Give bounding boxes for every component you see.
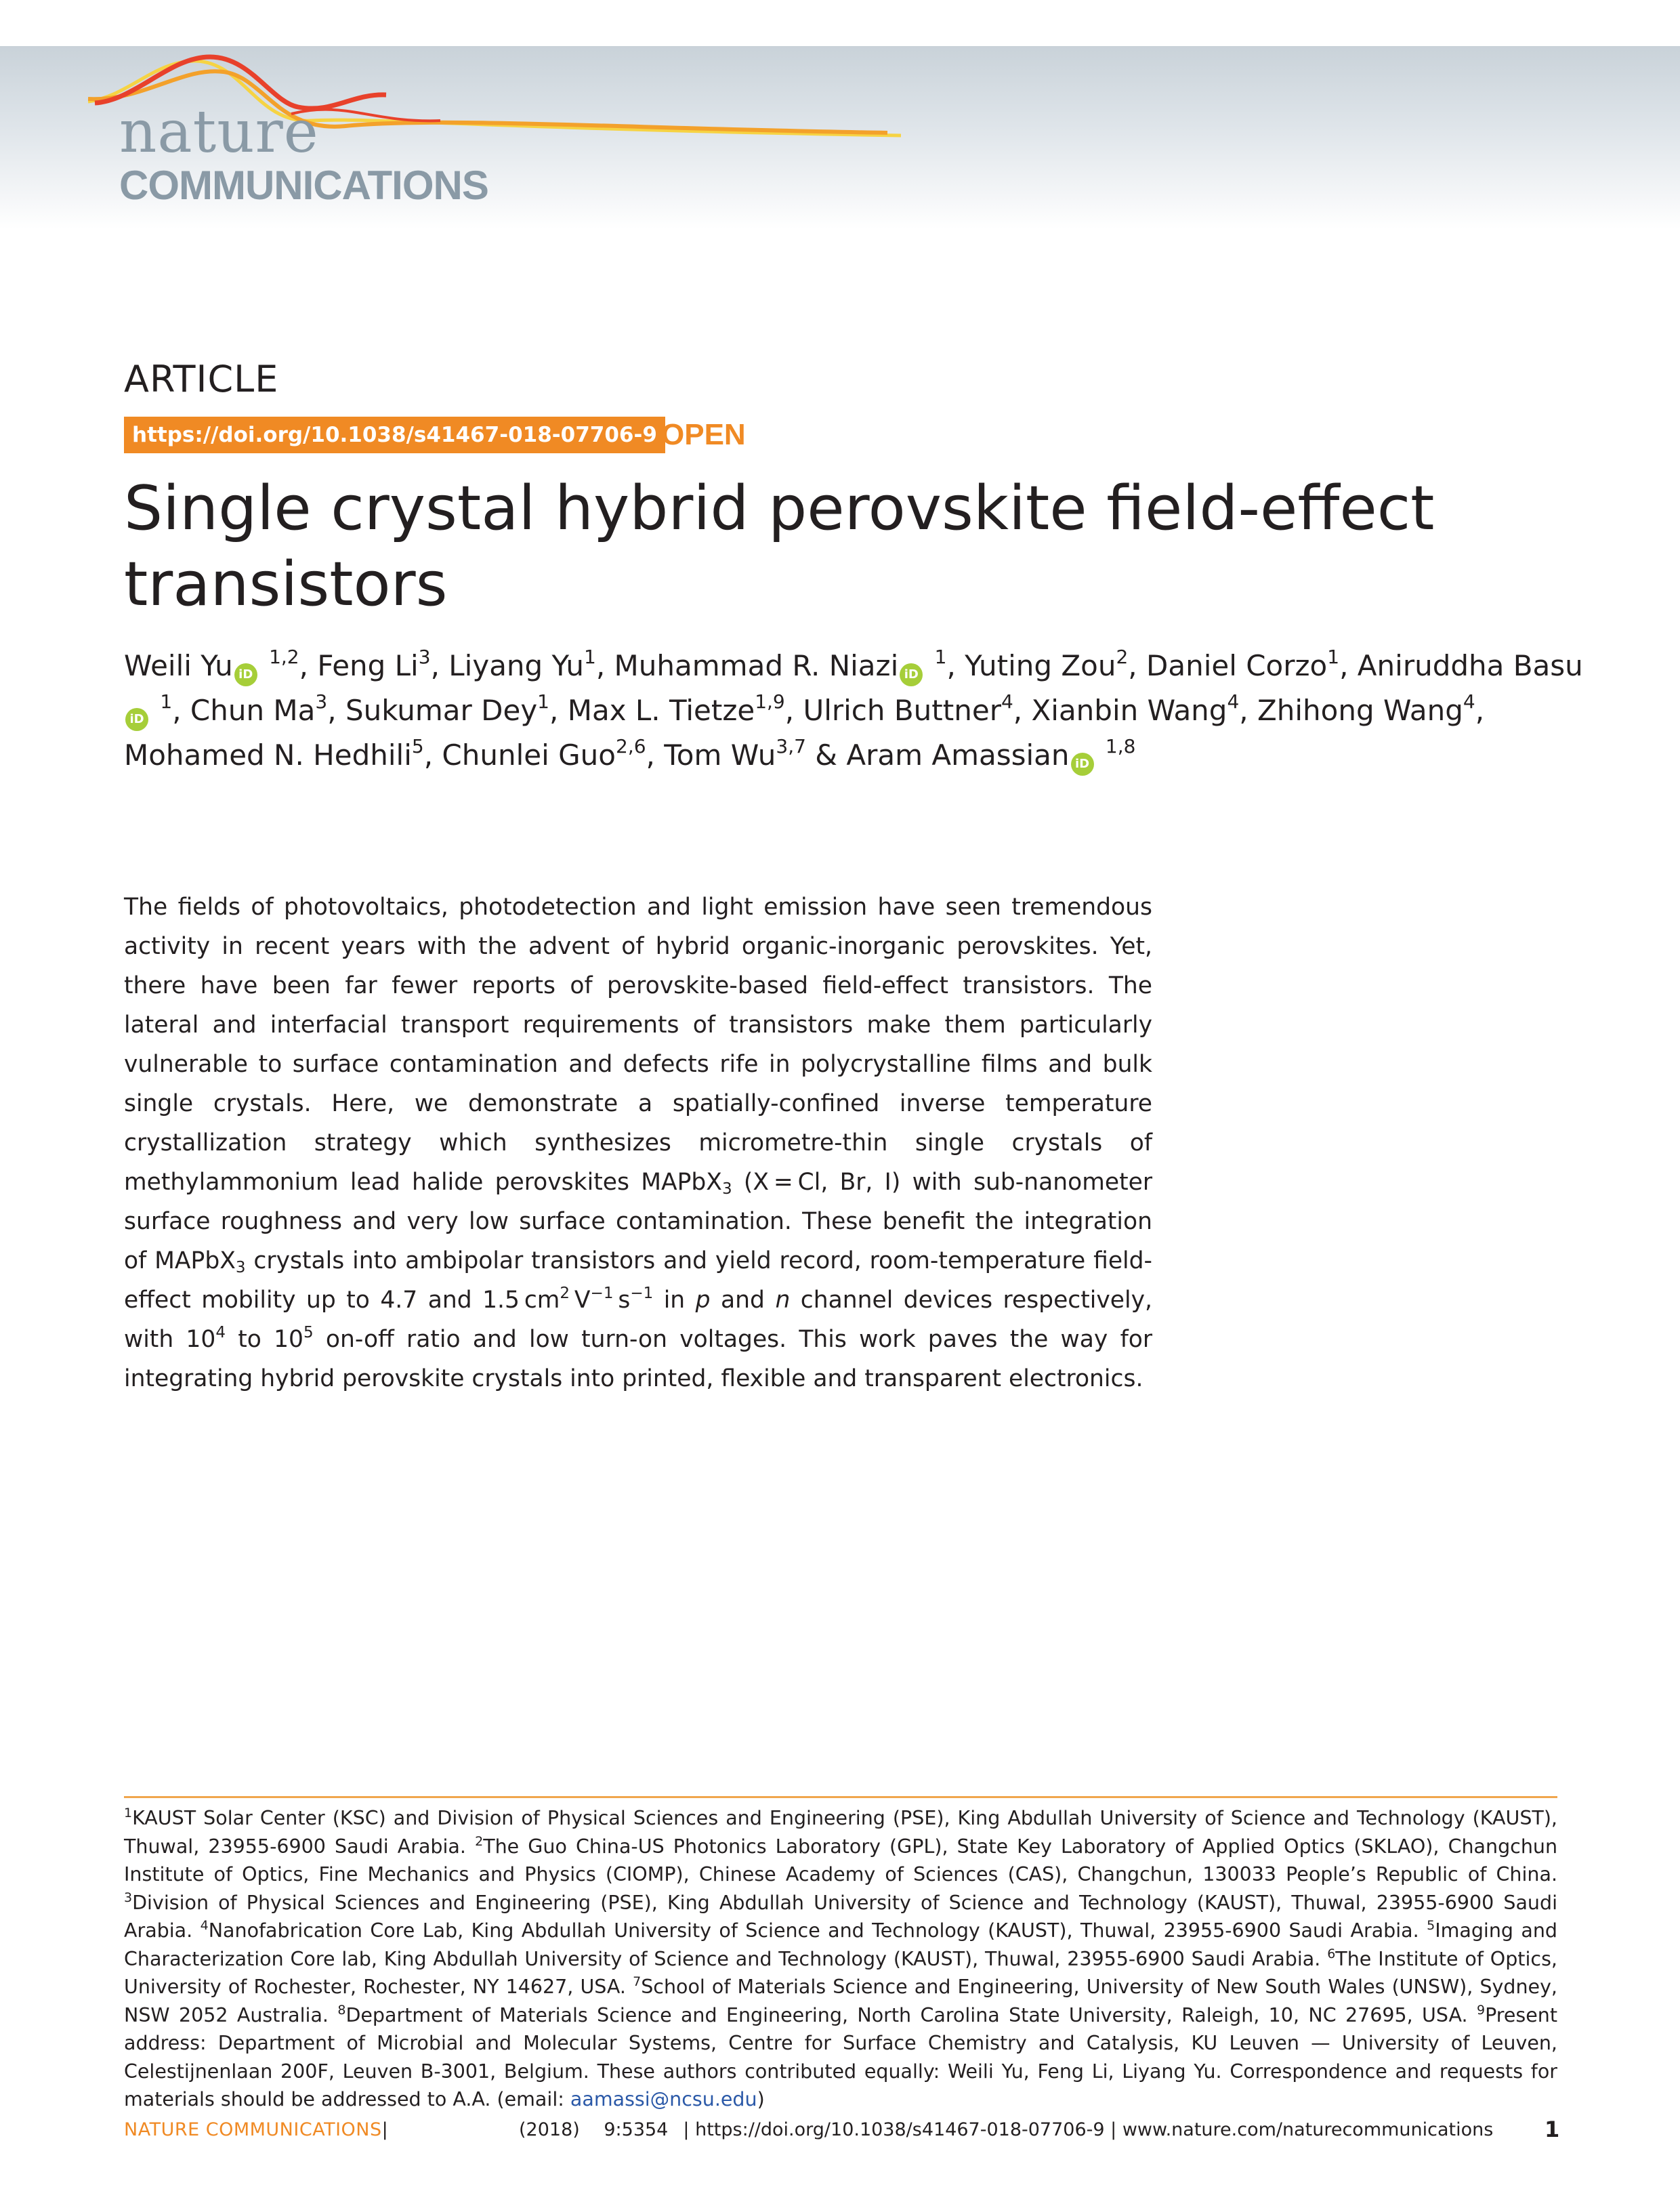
orcid-icon[interactable]: iD <box>125 708 148 731</box>
abstract-text: 3 <box>235 1259 246 1276</box>
abstract-text: in <box>653 1287 696 1314</box>
correspondence-note: Correspondence and requests for materials should be addressed to A.A. (email: <box>124 2060 1557 2110</box>
author-name: Chunlei Guo <box>442 738 616 772</box>
author-affiliation-marker: 1 <box>584 646 596 668</box>
author-affiliation-marker: 1 <box>1327 646 1340 668</box>
orcid-icon[interactable]: iD <box>900 663 923 686</box>
abstract-text: 5 <box>303 1324 314 1341</box>
author-affiliation-marker: 4 <box>1227 690 1240 713</box>
author-name: Muhammad R. Niazi <box>614 649 899 682</box>
author-name: Zhihong Wang <box>1257 694 1463 727</box>
abstract-text: p <box>695 1287 711 1314</box>
abstract-text: The fields of photovoltaics, photodetection and light emission have seen tremendous activity in recent years with the advent of hybrid organic-inorganic perovskites. Yet, there have been far fewer reports of perovskite-based field-effect transistors. The lateral and interfacial transport requirements of transistors make them particularly vulnerable to surface contamination and defects rife in polycrystalline films and bulk single crystals. Here, we demonstrate a spatially-confined inverse temperature crystallization strategy which synthesizes micrometre-thin single crystals of methylammonium lead halide perovskites MAPbX <box>124 894 1152 1196</box>
author-affiliation-marker: 3,7 <box>776 735 806 757</box>
doi-link[interactable]: https://doi.org/10.1038/s41467-018-07706-9 <box>124 417 665 453</box>
affiliation-text: Nanofabrication Core Lab, King Abdullah University of Science and Technology (KAUST), Thuwal, 23955-6900 Saudi Arabia. <box>208 1919 1419 1942</box>
affiliations <box>124 1804 1557 2114</box>
affiliation-number: 1 <box>124 1806 133 1820</box>
affiliation-text: Department of Materials Science and Engineering, North Carolina State University, Raleigh, 10, NC 27695, USA. <box>345 2003 1468 2026</box>
abstract-text: 4 <box>215 1324 226 1341</box>
author-name: Tom Wu <box>664 738 776 772</box>
abstract-text: −1 <box>630 1285 654 1302</box>
affiliation-number: 8 <box>337 2002 346 2018</box>
author-affiliation-marker: 3 <box>418 646 431 668</box>
author-affiliation-marker: 3 <box>315 690 328 713</box>
author-name: Yuting Zou <box>965 649 1116 682</box>
affiliation-number: 3 <box>124 1890 133 1905</box>
page-number: 1 <box>1545 2117 1560 2142</box>
affiliation-divider <box>124 1796 1557 1798</box>
orcid-icon[interactable]: iD <box>1071 753 1094 776</box>
abstract-text: V <box>570 1287 591 1314</box>
author-name: Feng Li <box>317 649 419 682</box>
author-affiliation-marker: 1,9 <box>755 690 785 713</box>
affiliation-number: 9 <box>1476 2002 1486 2018</box>
affiliation-text: Division of Physical Sciences and Engineering (PSE), King Abdullah University of Science and Technology (KAUST), Thuwal, 23955-6900 Saudi Arabia. <box>124 1891 1557 1942</box>
author-affiliation-marker: 1 <box>934 646 947 668</box>
abstract <box>124 888 1152 1398</box>
author-affiliation-marker: 1,2 <box>269 646 299 668</box>
abstract-text: 2 <box>560 1285 570 1302</box>
author-affiliation-marker: 1,8 <box>1105 735 1136 757</box>
article-title: Single crystal hybrid perovskite field-effect transistors <box>124 473 1435 620</box>
equal-contribution-note: These authors contributed equally: Weili Yu, Feng Li, Liyang Yu. <box>597 2060 1222 2083</box>
correspondence-email-link[interactable]: aamassi@ncsu.edu <box>570 2088 757 2110</box>
author-affiliation-marker: 2,6 <box>616 735 646 757</box>
abstract-text: crystals into ambipolar transistors and yield record, room-temperature field-effect mobility up to 4.7 and 1.5 cm <box>124 1247 1152 1314</box>
author-name: Weili Yu <box>124 649 233 682</box>
author-name: Daniel Corzo <box>1146 649 1328 682</box>
author-affiliation-marker: 4 <box>1001 690 1013 713</box>
affiliation-text: School of Materials Science and Engineering, University of New South Wales (UNSW), Sydney, NSW 2052 Australia. <box>124 1976 1557 2026</box>
abstract-text: (X = Cl, Br, I) with sub-nanometer surface roughness and very low surface contamination. These benefit the integration of MAPbX <box>124 1169 1153 1274</box>
author-name: Sukumar Dey <box>345 694 538 727</box>
author-name: Aniruddha Basu <box>1357 649 1583 682</box>
abstract-text: channel devices respectively, with 10 <box>124 1287 1153 1353</box>
author-affiliation-marker: 4 <box>1463 690 1475 713</box>
abstract-text: to 10 <box>225 1326 303 1353</box>
abstract-text: 3 <box>721 1180 732 1198</box>
journal-logo-communications: COMMUNICATIONS <box>119 163 488 208</box>
affiliation-number: 7 <box>633 1974 642 1989</box>
abstract-text: s <box>613 1287 631 1314</box>
affiliation-number: 4 <box>200 1918 209 1933</box>
footer-journal-label: NATURE COMMUNICATIONS <box>124 2119 382 2140</box>
affiliation-number: 2 <box>475 1833 484 1849</box>
affiliation-text: The Institute of Optics, University of Rochester, Rochester, NY 14627, USA. <box>124 1947 1557 1998</box>
affiliation-text: KAUST Solar Center (KSC) and Division of Physical Sciences and Engineering (PSE), King Abdullah University of Science and Technology (KAUST), Thuwal, 23955-6900 Saudi Arabia. <box>124 1807 1557 1858</box>
author-affiliation-marker: 1 <box>537 690 549 713</box>
footer-separator: | <box>381 2119 389 2140</box>
abstract-text: and <box>710 1287 776 1314</box>
author-name: Ulrich Buttner <box>803 694 1001 727</box>
author-affiliation-marker: 5 <box>411 735 424 757</box>
orcid-icon[interactable]: iD <box>234 663 257 686</box>
abstract-text: on-off ratio and low turn-on voltages. This work paves the way for integrating hybrid perovskite crystals into printed, flexible and transparent electronics. <box>124 1326 1153 1392</box>
author-name: Mohamed N. Hedhili <box>124 738 412 772</box>
abstract-text: −1 <box>590 1285 614 1302</box>
article-type-label: ARTICLE <box>124 358 279 400</box>
author-affiliation-marker: 2 <box>1116 646 1129 668</box>
footer-journal-name <box>124 2119 388 2140</box>
author-name: Liyang Yu <box>448 649 585 682</box>
abstract-text: n <box>775 1287 791 1314</box>
affiliation-number: 6 <box>1327 1946 1336 1961</box>
author-name: Chun Ma <box>190 694 316 727</box>
open-access-label: OPEN <box>661 418 746 451</box>
affiliation-text: Present address: Department of Microbial and Molecular Systems, Centre for Surface Chemistry and Catalysis, KU Leuven — University of Leuven, Celestijnenlaan 200F, Leuven B-3001, Belgium. <box>124 2003 1557 2083</box>
affiliation-text: The Guo China-US Photonics Laboratory (GPL), State Key Laboratory of Applied Optics (SKLAO), Changchun Institute of Optics, Fine Mechanics and Physics (CIOMP), Chinese Academy of Sciences (CAS), Changchun, 130033 People’s Republic of China. <box>124 1835 1558 1886</box>
affiliation-number: 5 <box>1427 1918 1435 1933</box>
author-name: Xianbin Wang <box>1031 694 1227 727</box>
author-name: Max L. Tietze <box>567 694 755 727</box>
correspondence-close: ) <box>757 2088 765 2110</box>
journal-logo-nature: nature <box>119 98 319 166</box>
author-affiliation-marker: 1 <box>160 690 173 713</box>
affiliation-text: Imaging and Characterization Core lab, King Abdullah University of Science and Technology (KAUST), Thuwal, 23955-6900 Saudi Arabia. <box>124 1919 1558 1970</box>
footer-citation: (2018) 9:5354 | https://doi.org/10.1038/s41467-018-07706-9 | www.nature.com/naturecommunications <box>519 2119 1494 2140</box>
author-list: Weili Yu iD $^{1,2}$, Feng Li$^3$, Liyang Yu$^1$, Muhammad R. Niazi iD $^1$, Yuting Zou$^2$, Daniel Corzo$^1$, Aniruddha BasuiD $^1$, Chun Ma$^3$, Sukumar Dey$^1$, Max L. Tietze$^{1,9}$, Ulrich Buttner$^4$, Xianbin Wang$^4$, Zhihong Wang$^4$, Mohamed N. Hedhili$^5$, Chunlei Guo$^{2,6}$, Tom Wu$^{3,7}$ & Aram Amassian iD $^{1,8}$ <box>124 644 1587 778</box>
author-name: Aram Amassian <box>846 738 1070 772</box>
